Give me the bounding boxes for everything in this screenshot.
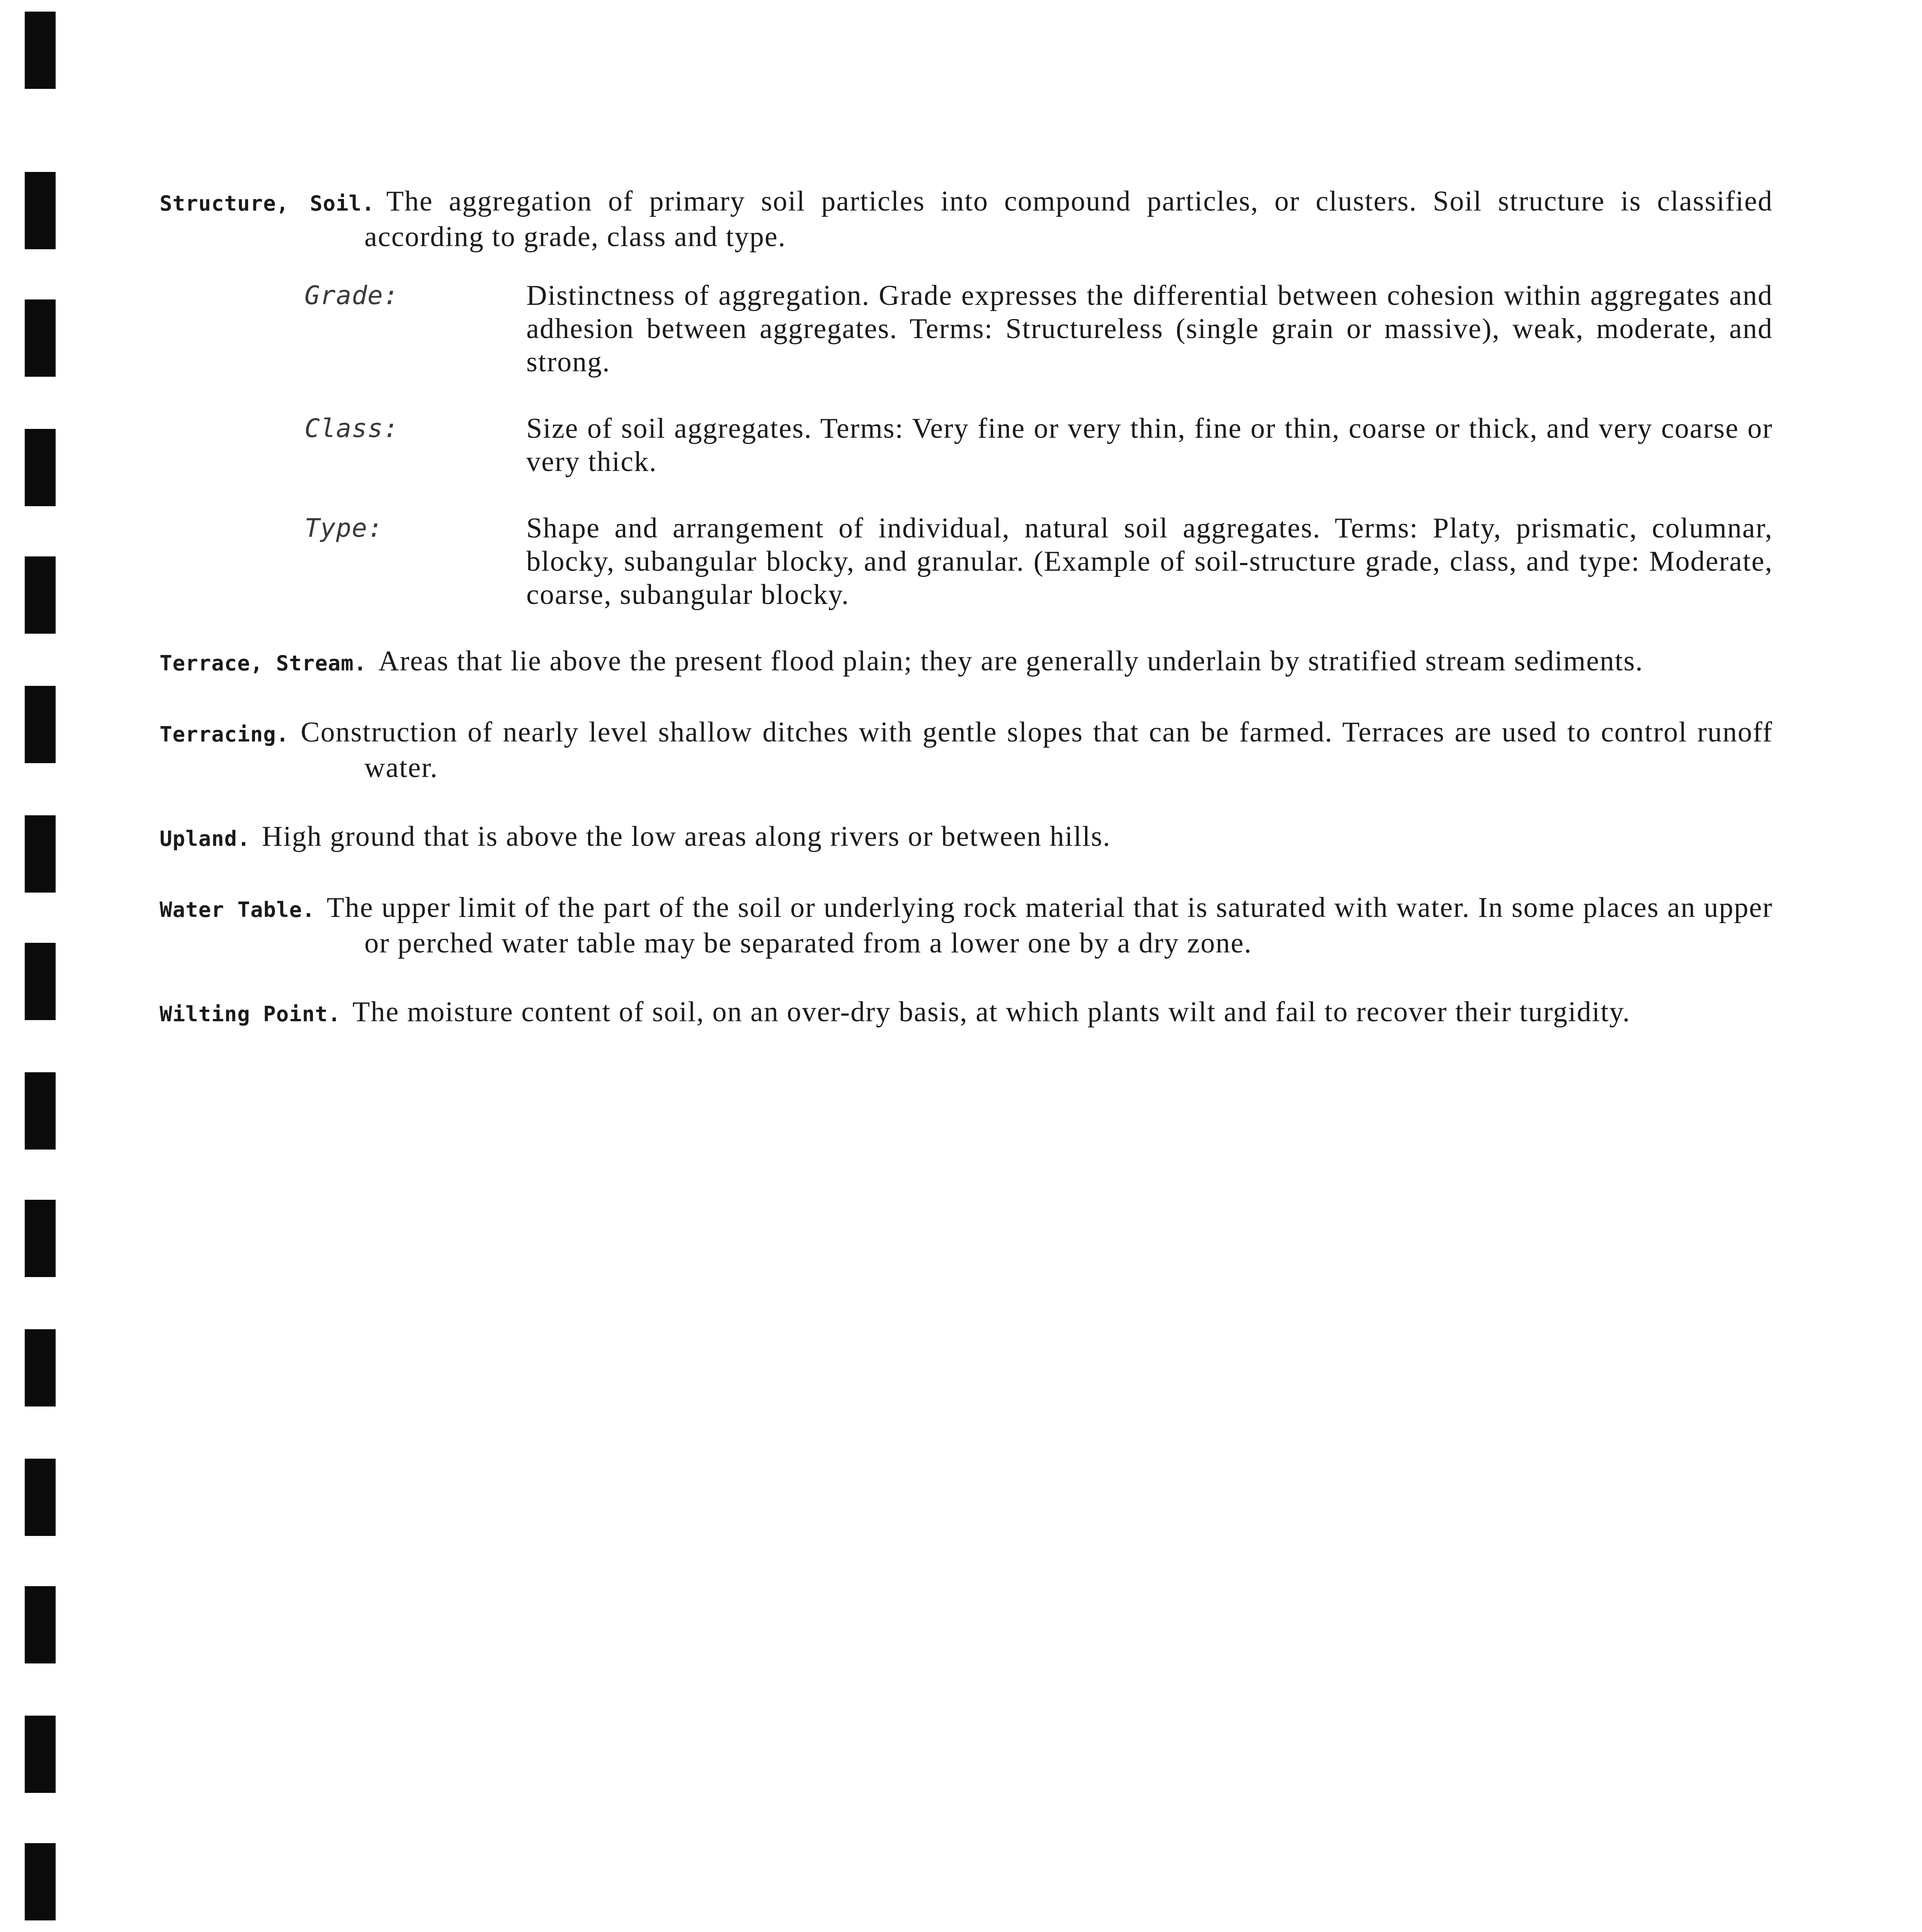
binding-mark	[25, 556, 56, 634]
binding-mark	[25, 1329, 56, 1406]
glossary-definition: The upper limit of the part of the soil or underlying rock material that is saturated with water. In some places an upper or perched water table may be separated from a lower one by a dry zone.	[327, 892, 1773, 959]
binding-mark	[25, 1586, 56, 1663]
glossary-term: Wilting Point.	[160, 1002, 341, 1026]
glossary-entry-wilting-point	[160, 995, 1773, 1031]
glossary-definition: The moisture content of soil, on an over-dry basis, at which plants wilt and fail to recover their turgidity.	[352, 996, 1631, 1028]
glossary-entry-upland	[160, 820, 1773, 855]
subentry-text: Size of soil aggregates. Terms: Very fine or very thin, fine or thin, coarse or thick, and very coarse or very thick.	[526, 413, 1773, 478]
glossary-definition: Construction of nearly level shallow ditches with gentle slopes that can be farmed. Terraces are used to control runoff water.	[301, 716, 1773, 784]
binding-mark	[25, 1843, 56, 1920]
binding-mark	[25, 299, 56, 377]
glossary-entry-terracing	[160, 716, 1773, 784]
subentry-text: Shape and arrangement of individual, natural soil aggregates. Terms: Platy, prismatic, columnar, blocky, subangular blocky, and granular. (Example of soil-structure grade, class, and type: Moderate, coarse, subangular blocky.	[526, 512, 1773, 611]
binding-mark	[25, 1716, 56, 1793]
glossary-definition: High ground that is above the low areas along rivers or between hills.	[262, 821, 1111, 852]
glossary-content	[160, 185, 1773, 1066]
glossary-term: Structure, Soil.	[160, 191, 375, 216]
binding-mark	[25, 686, 56, 763]
glossary-entry-water-table	[160, 891, 1773, 960]
binding-mark	[25, 1072, 56, 1150]
binding-mark	[25, 12, 56, 89]
subentry-label: Class:	[304, 413, 399, 443]
binding-mark	[25, 172, 56, 249]
binding-mark	[25, 429, 56, 506]
binding-mark	[25, 943, 56, 1020]
subentry-label: Grade:	[304, 281, 399, 310]
glossary-term: Water Table.	[160, 898, 315, 922]
glossary-term: Upland.	[160, 827, 250, 851]
glossary-term: Terracing.	[160, 722, 289, 747]
glossary-term: Terrace, Stream.	[160, 651, 367, 675]
glossary-definition: The aggregation of primary soil particles into compound particles, or clusters. Soil structure is classified according to grade, class and type.	[364, 185, 1773, 253]
glossary-entry-terrace-stream	[160, 645, 1773, 680]
binding-strip	[25, 0, 56, 1932]
subentry-grade	[304, 279, 1773, 379]
subentry-type	[304, 512, 1773, 611]
subentry-class	[304, 412, 1773, 478]
glossary-definition: Areas that lie above the present flood plain; they are generally underlain by stratified stream sediments.	[378, 645, 1643, 677]
binding-mark	[25, 1200, 56, 1277]
subentry-label: Type:	[304, 513, 383, 543]
binding-mark	[25, 815, 56, 893]
binding-mark	[25, 1459, 56, 1536]
glossary-entry-structure-soil	[160, 185, 1773, 253]
structure-subentries	[304, 279, 1773, 611]
subentry-text: Distinctness of aggregation. Grade expresses the differential between cohesion within aggregates and adhesion between aggregates. Terms: Structureless (single grain or massive), weak, moderate, and strong.	[526, 280, 1773, 378]
